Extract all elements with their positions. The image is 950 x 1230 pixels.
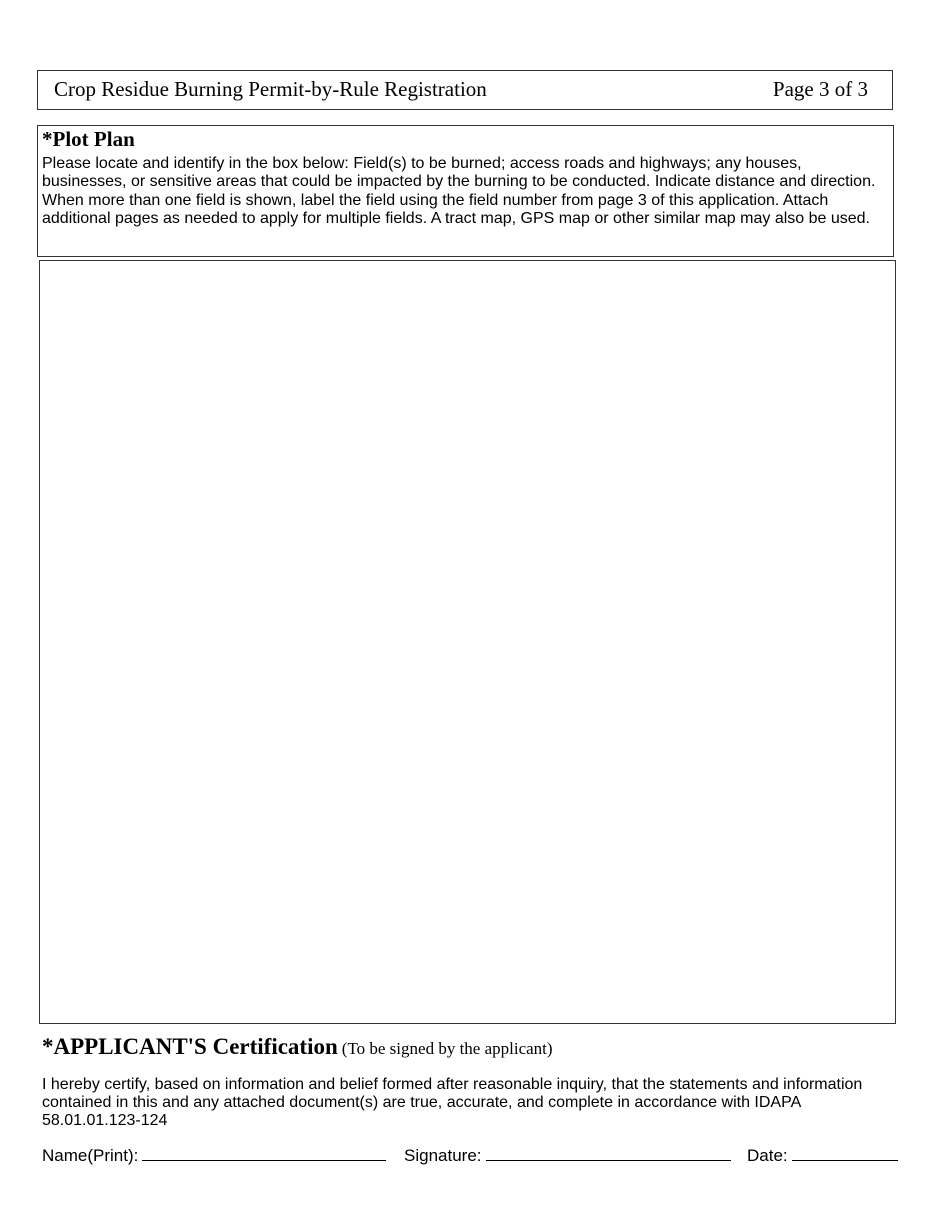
name-print-input[interactable]: [142, 1146, 386, 1161]
date-label: Date:: [747, 1146, 788, 1165]
certification-statement: I hereby certify, based on information and belief formed after reasonable inquiry, that the statements and information contained in this and any attached document(s) are true, accurate, and complete in accordance with IDAPA 58.01.01.123-124: [42, 1076, 863, 1129]
signature-field: [404, 1146, 731, 1166]
plot-plan-instructions: Please locate and identify in the box below: Field(s) to be burned; access roads and highways; any houses, businesses, or sensitive areas that could be impacted by the burning to be conducted. Indicate distance and direction. When more than one field is shown, label the field using the field number from page 3 of this application. Attach additional pages as needed to apply for multiple fields. A tract map, GPS map or other similar map may also be used.: [42, 155, 876, 228]
certification-title: *APPLICANT'S Certification: [42, 1034, 338, 1059]
plot-plan-heading: *Plot Plan: [42, 127, 135, 151]
plot-plan-drawing-area[interactable]: [39, 260, 896, 1024]
name-print-label: Name(Print):: [42, 1146, 139, 1165]
signature-input[interactable]: [486, 1146, 731, 1161]
date-input[interactable]: [792, 1146, 898, 1161]
date-field: [747, 1146, 898, 1166]
plot-plan-section: [37, 125, 894, 257]
form-title: Crop Residue Burning Permit-by-Rule Registration: [54, 77, 487, 101]
form-header: [37, 70, 893, 110]
certification-subtitle: (To be signed by the applicant): [341, 1039, 553, 1058]
signature-label: Signature:: [404, 1146, 482, 1165]
certification-heading: [42, 1034, 553, 1060]
page-indicator: Page 3 of 3: [772, 77, 868, 101]
name-print-field: [42, 1146, 386, 1166]
